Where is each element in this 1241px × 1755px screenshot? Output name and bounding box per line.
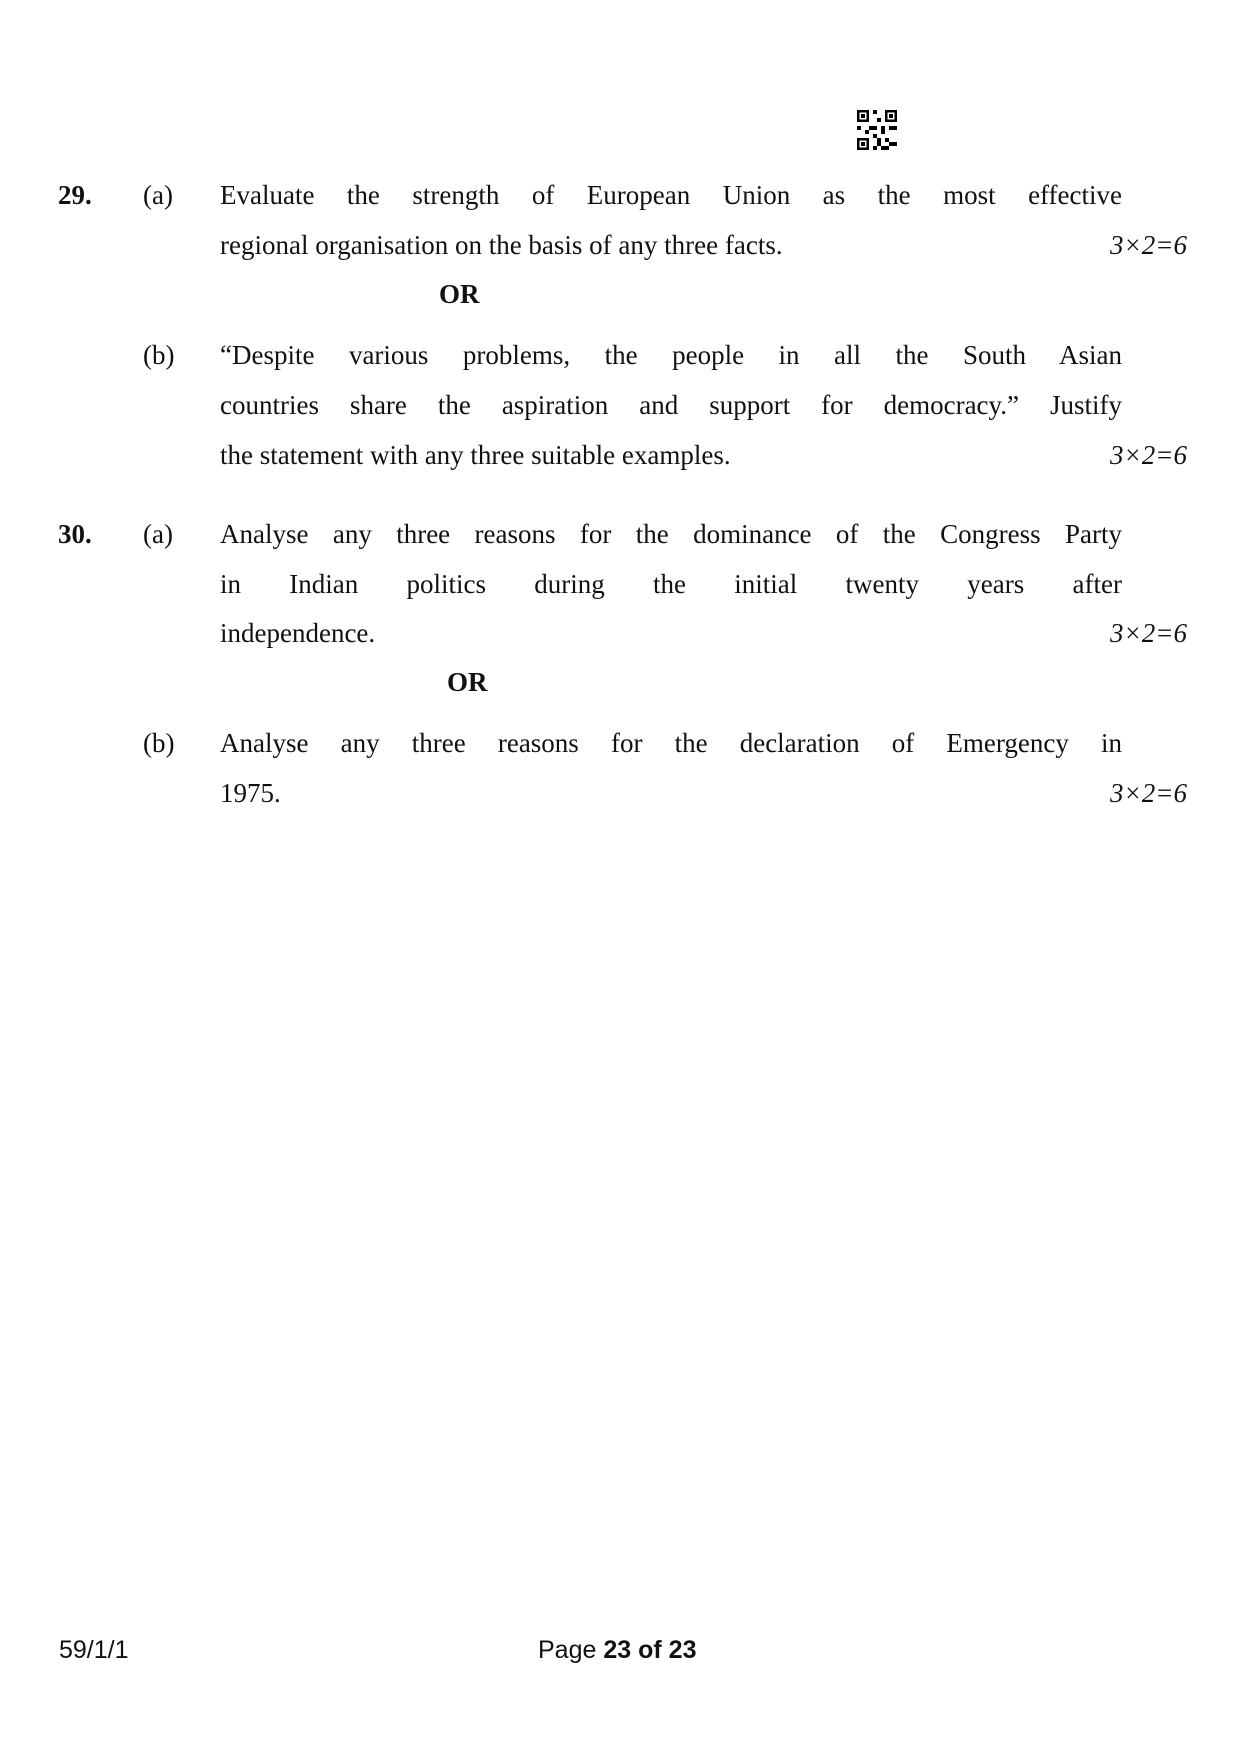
question-text-line: countries share the aspiration and support for democracy.” Justify bbox=[220, 390, 1122, 420]
question-text-line: regional organisation on the basis of any three facts. bbox=[220, 230, 783, 260]
question-text-line: in Indian politics during the initial twenty years after bbox=[220, 569, 1122, 599]
qr-code-icon bbox=[857, 109, 897, 151]
question-text-line: the statement with any three suitable examples. bbox=[220, 440, 731, 470]
part-label: (b) bbox=[143, 340, 175, 370]
question-text-line: 1975. bbox=[220, 778, 281, 808]
question-text-line: independence. bbox=[220, 618, 376, 648]
question-text-line: Analyse any three reasons for the declaration of Emergency in bbox=[220, 728, 1122, 758]
question-text-line: Evaluate the strength of European Union as the most effective bbox=[220, 180, 1122, 210]
question-text-line: “Despite various problems, the people in all the South Asian bbox=[220, 340, 1122, 370]
part-label: (b) bbox=[143, 728, 175, 758]
marks: 3×2=6 bbox=[1110, 778, 1187, 808]
marks: 3×2=6 bbox=[1110, 618, 1187, 648]
or-separator: OR bbox=[439, 279, 480, 309]
question-text-line: Analyse any three reasons for the dominance of the Congress Party bbox=[220, 519, 1122, 549]
paper-code: 59/1/1 bbox=[59, 1636, 129, 1664]
part-label: (a) bbox=[143, 519, 173, 549]
page-of: of bbox=[638, 1636, 662, 1664]
page-current: 23 bbox=[603, 1636, 632, 1664]
page-total: 23 bbox=[668, 1636, 697, 1664]
question-number: 30. bbox=[58, 519, 92, 549]
marks: 3×2=6 bbox=[1110, 230, 1187, 260]
page-number bbox=[538, 1636, 696, 1665]
question-number: 29. bbox=[58, 180, 92, 210]
or-separator: OR bbox=[447, 667, 488, 697]
part-label: (a) bbox=[143, 180, 173, 210]
marks: 3×2=6 bbox=[1110, 440, 1187, 470]
page-prefix: Page bbox=[538, 1636, 597, 1664]
